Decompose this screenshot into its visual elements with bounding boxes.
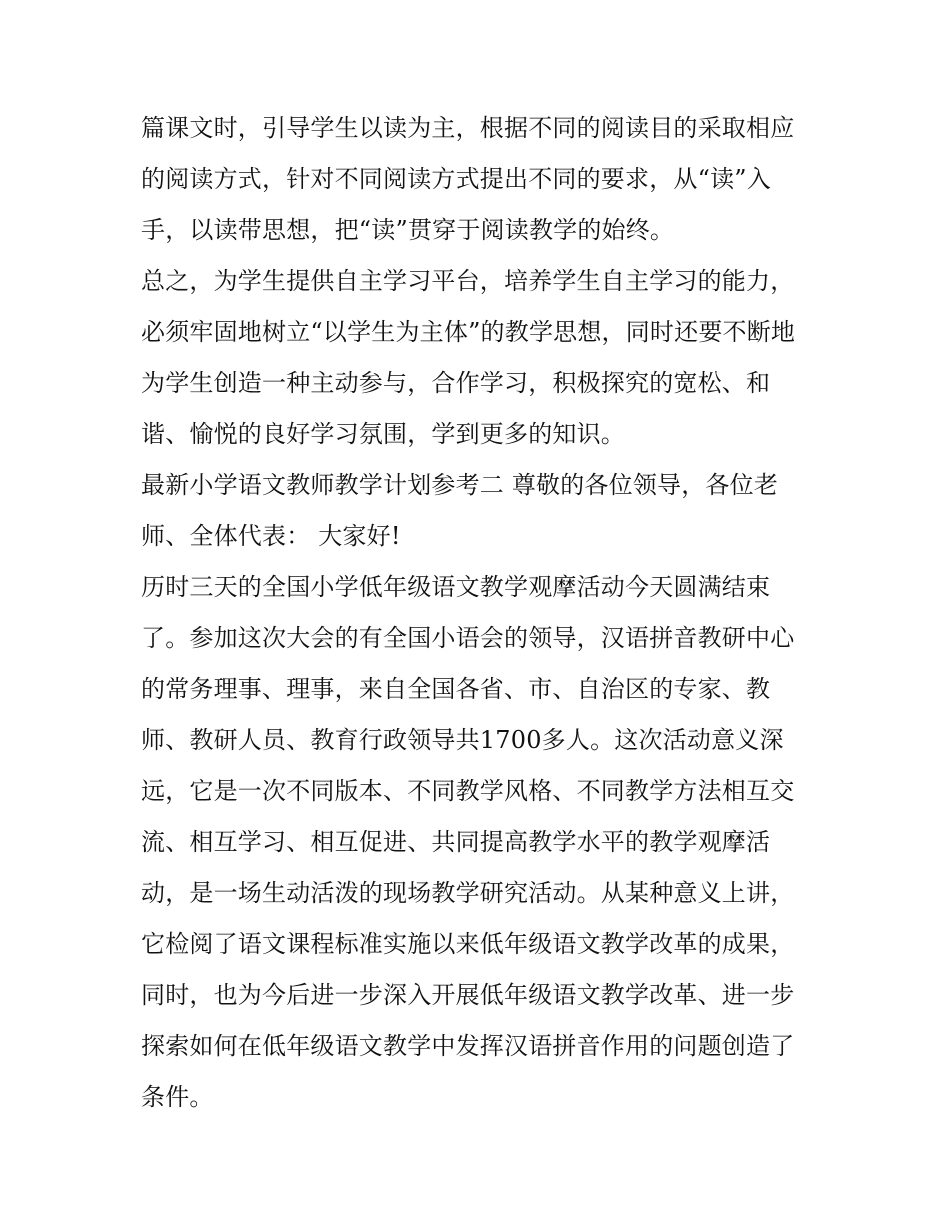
text-line: 的常务理事、理事，来自全国各省、市、自治区的专家、教 [141, 675, 771, 703]
text-line: 的阅读方式，针对不同阅读方式提出不同的要求，从“读”入 [141, 165, 771, 193]
text-line: 历时三天的全国小学低年级语文教学观摩活动今天圆满结束 [141, 573, 771, 601]
text-line: 谐、愉悦的良好学习氛围，学到更多的知识。 [141, 420, 625, 448]
text-line: 师、教研人员、教育行政领导共1700多人。这次活动意义深 [141, 726, 784, 754]
text-line: 了。参加这次大会的有全国小语会的领导，汉语拼音教研中心 [141, 624, 795, 652]
text-line: 条件。 [141, 1083, 214, 1111]
text-line: 它检阅了语文课程标准实施以来低年级语文教学改革的成果， [141, 930, 795, 958]
text-line: 手，以读带思想，把“读”贯穿于阅读教学的始终。 [141, 216, 675, 244]
text-line: 远，它是一次不同版本、不同教学风格、不同教学方法相互交 [141, 777, 795, 805]
text-line: 为学生创造一种主动参与，合作学习，积极探究的宽松、和 [141, 369, 771, 397]
text-line: 探索如何在低年级语文教学中发挥汉语拼音作用的问题创造了 [141, 1032, 795, 1060]
text-line: 最新小学语文教师教学计划参考二 尊敬的各位领导，各位老 [141, 471, 779, 499]
text-line: 动，是一场生动活泼的现场教学研究活动。从某种意义上讲， [141, 879, 795, 907]
text-line: 总之，为学生提供自主学习平台，培养学生自主学习的能力， [141, 267, 795, 295]
text-line: 必须牢固地树立“以学生为主体”的教学思想，同时还要不断地 [141, 318, 796, 346]
text-line: 流、相互学习、相互促进、共同提高教学水平的教学观摩活 [141, 828, 771, 856]
text-line: 同时，也为今后进一步深入开展低年级语文教学改革、进一步 [141, 981, 795, 1009]
text-line: 师、全体代表： 大家好! [141, 522, 401, 550]
text-line: 篇课文时，引导学生以读为主，根据不同的阅读目的采取相应 [141, 114, 795, 142]
